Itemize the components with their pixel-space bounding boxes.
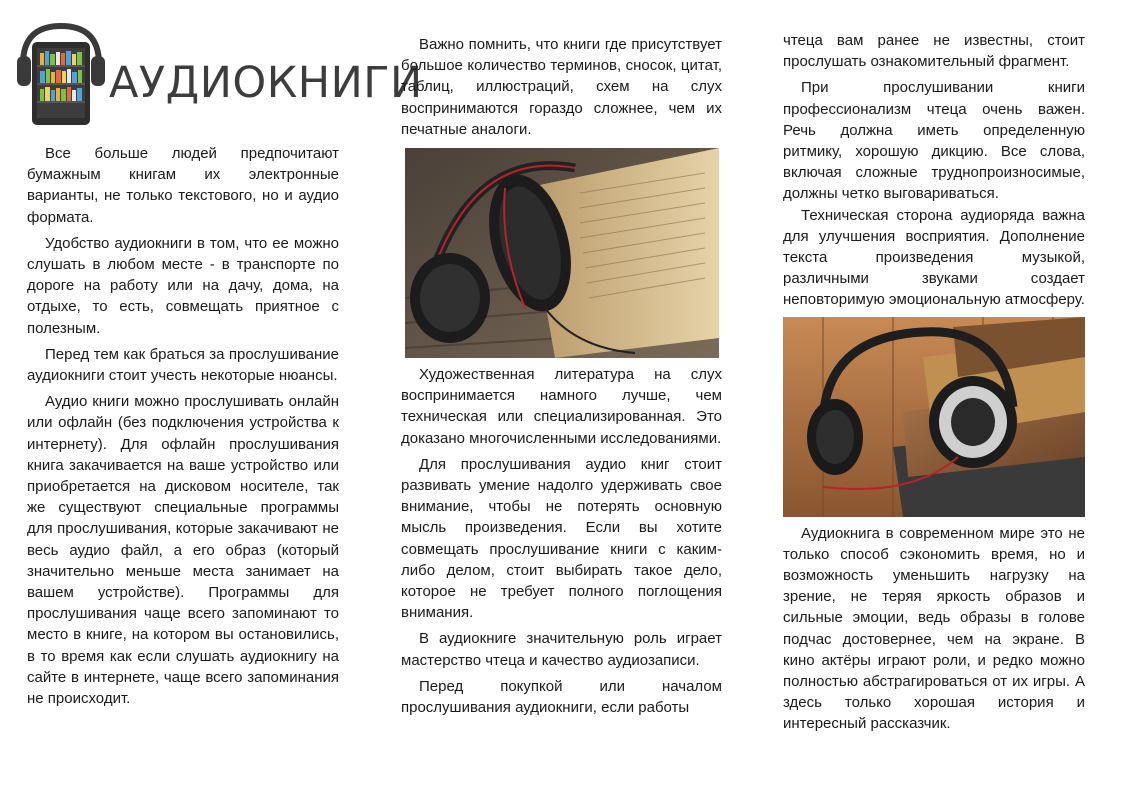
paragraph: Удобство аудиокниги в том, что ее можно слушать в любом месте - в транспорте по дороге на работу или на дачу, дома, на отдыхе, то есть, совмещать приятное с полезным. [27, 234, 339, 337]
paragraph: Важно помнить, что книги где присутствует большое количество терминов, сносок, цитат, таблиц, иллюстраций, схем на слух воспринимаются гораздо сложнее, чем их печатные аналоги. [401, 36, 722, 138]
paragraph: При прослушивании книги профессионализм чтеца очень важен. Речь должна иметь определенную ритмику, хорошую дикцию. Все слова, включая сложные труднопроизносимые, должны четко выговариваться. [783, 79, 1085, 203]
paragraph: Аудио книги можно прослушивать онлайн или офлайн (без подключения устройства к интернету). Для офлайн прослушивания книга закачивается на ваше устройство или приобретается на дисковом носителе, так же существуют специальные программы для прослушивания, которые закачивают не весь аудио файл, а его образ (который значительно меньше места занимает на вашем устройстве). Программы для прослушивания чаще всего запоминают то место в книге, на котором вы остановились, в то время как если слушать аудиокнигу на сайте в интернете, чаще всего запоминания не происходит. [27, 393, 339, 708]
paragraph: Все больше людей предпочитают бумажным книгам их электронные варианты, не только текстового, но и аудио формата. [27, 145, 339, 226]
column-2 [401, 34, 722, 718]
headphones-on-books-photo [783, 317, 1085, 517]
paragraph: Перед тем как браться за прослушивание аудиокниги стоит учесть некоторые нюансы. [27, 345, 339, 385]
paragraph: Техническая сторона аудиоряда важна для улучшения восприятия. Дополнение текста произведения музыкой, различными звуками создает неповторимую эмоциональную атмосферу. [783, 206, 1085, 309]
logo [17, 22, 423, 127]
paragraph: В аудиокниге значительную роль играет мастерство чтеца и качество аудиозаписи. [401, 630, 722, 669]
paragraph: Аудиокнига в современном мире это не только способ сэкономить время, но и возможность уменьшить нагрузку на зрение, не теряя яркость образов и сильные эмоции, ведь образы в голове подчас достовернее, чем на экране. В кино актёры играют роли, и редко можно полностью абстрагироваться от их игры. А здесь только хорошая история и интересный рассказчик. [783, 524, 1085, 733]
headphones-bookshelf-icon [17, 22, 105, 127]
paragraph: Для прослушивания аудио книг стоит развивать умение надолго удерживать свое внимание, чтобы не потерять основную мысль произведения. Если вы хотите совмещать прослушивание книги с каким-либо делом, стоит выбирать такое дело, которое не требует полного поглощения внимания. [401, 455, 722, 622]
logo-title: АУДИОКНИГИ [109, 58, 423, 108]
paragraph-continuation: чтеца вам ранее не известны, стоит прослушать ознакомительный фрагмент. [783, 32, 1085, 71]
column-3 [783, 30, 1085, 735]
paragraph: Перед покупкой или началом прослушивания аудиокниги, если работы [401, 677, 722, 717]
paragraph: Художественная литература на слух воспринимается намного лучше, чем техническая или специализированная. Это доказано многочисленными исследованиями. [401, 366, 722, 447]
headphones-on-book-photo [405, 148, 719, 358]
column-1 [27, 143, 339, 709]
